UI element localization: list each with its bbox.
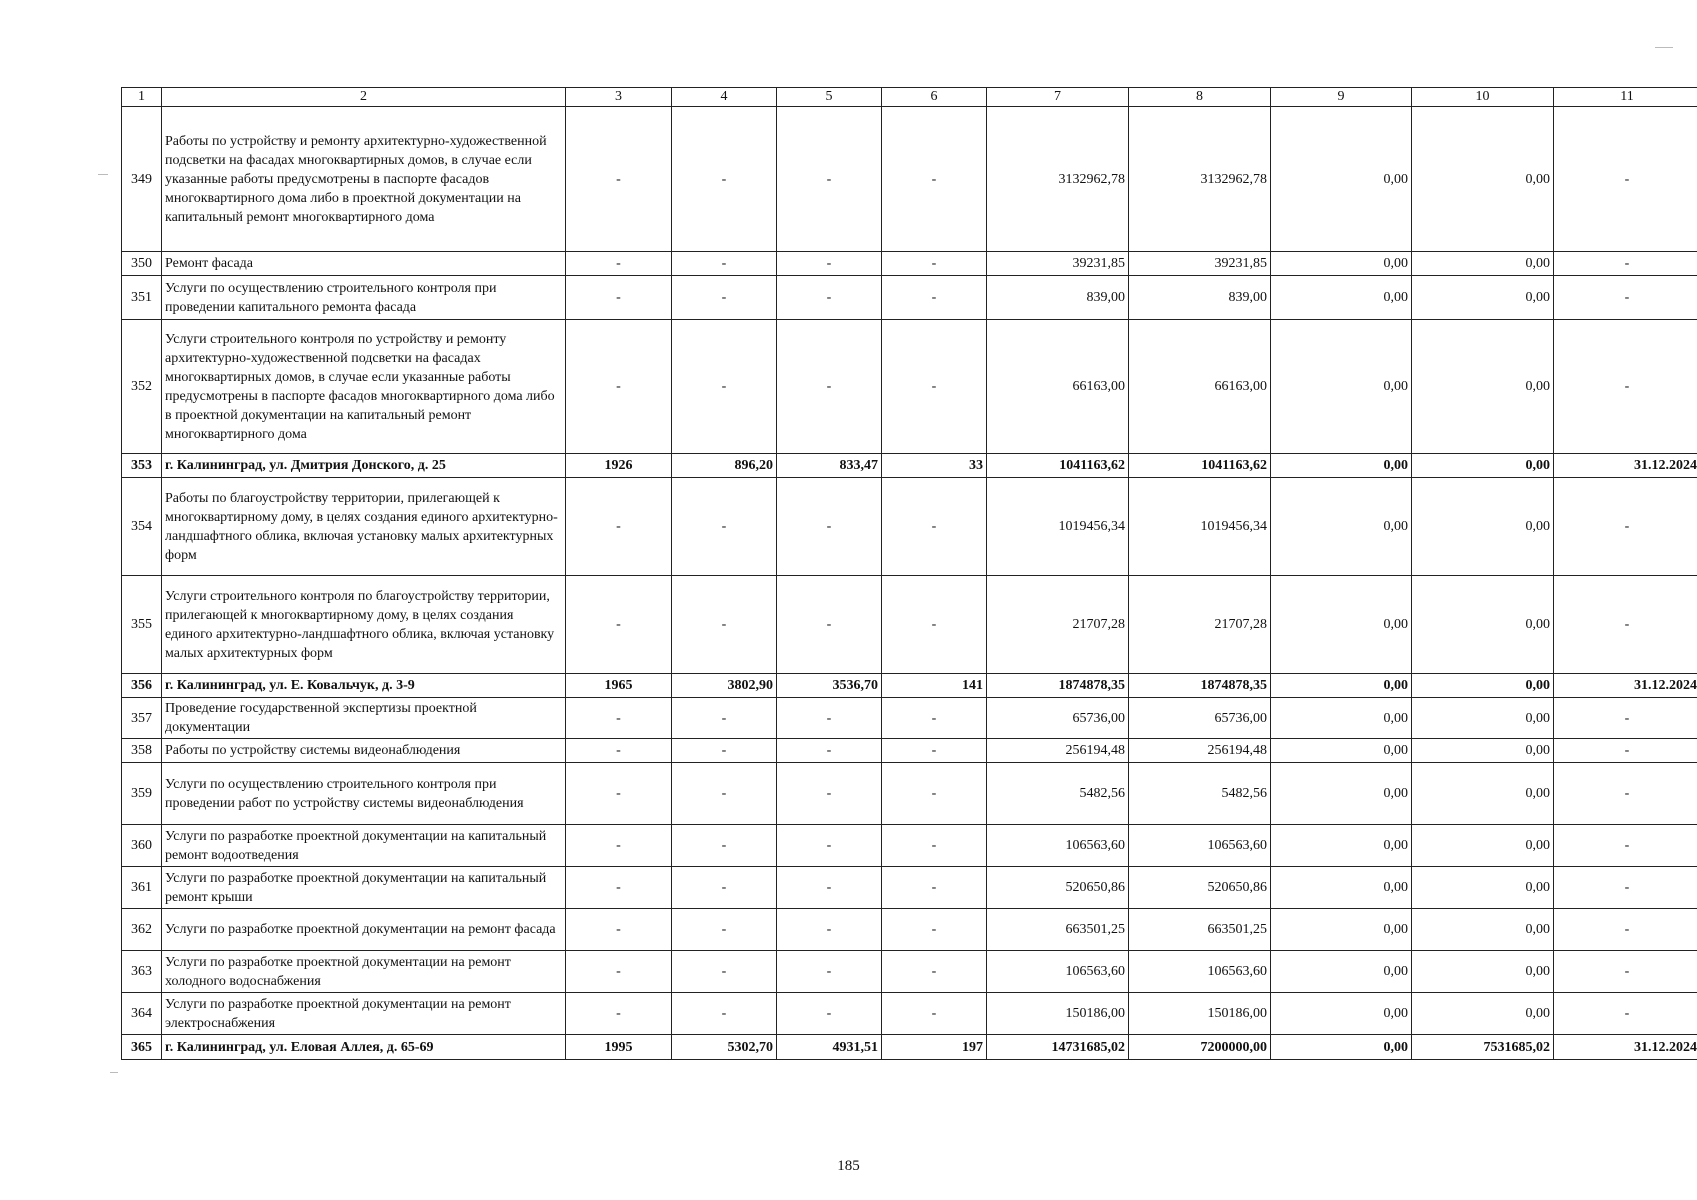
area-total-cell: - bbox=[672, 909, 777, 951]
cost-budget-cell: 0,00 bbox=[1271, 674, 1412, 698]
row-number: 358 bbox=[122, 739, 162, 763]
cost-owners-cell: 0,00 bbox=[1412, 454, 1554, 478]
cost-owners-cell: 0,00 bbox=[1412, 276, 1554, 320]
area-living-cell: 4931,51 bbox=[777, 1035, 882, 1060]
area-living-cell: - bbox=[777, 867, 882, 909]
area-total-cell: - bbox=[672, 698, 777, 739]
cost-owners-cell: 0,00 bbox=[1412, 252, 1554, 276]
row-description: Услуги по разработке проектной документации на ремонт электроснабжения bbox=[162, 993, 566, 1035]
cost-owners-cell: 0,00 bbox=[1412, 674, 1554, 698]
header-cell: 4 bbox=[672, 88, 777, 107]
header-cell: 10 bbox=[1412, 88, 1554, 107]
deadline-cell: - bbox=[1554, 763, 1697, 825]
cost-total-cell: 106563,60 bbox=[987, 825, 1129, 867]
residents-cell: 141 bbox=[882, 674, 987, 698]
area-living-cell: - bbox=[777, 107, 882, 252]
table-row bbox=[122, 252, 1697, 276]
area-living-cell: - bbox=[777, 763, 882, 825]
cost-budget-cell: 0,00 bbox=[1271, 276, 1412, 320]
cost-total-cell: 150186,00 bbox=[987, 993, 1129, 1035]
year-cell: - bbox=[566, 993, 672, 1035]
deadline-cell: - bbox=[1554, 478, 1697, 576]
row-description: Проведение государственной экспертизы проектной документации bbox=[162, 698, 566, 739]
cost-budget-cell: 0,00 bbox=[1271, 252, 1412, 276]
header-cell: 2 bbox=[162, 88, 566, 107]
header-cell: 1 bbox=[122, 88, 162, 107]
cost-fund-cell: 66163,00 bbox=[1129, 320, 1271, 454]
row-description: Услуги строительного контроля по благоустройству территории, прилегающей к многоквартирному дому, в целях создания единого архитектурно-ландшафтного облика, включая установку малых архитектурных форм bbox=[162, 576, 566, 674]
table-row bbox=[122, 825, 1697, 867]
deadline-cell: - bbox=[1554, 739, 1697, 763]
table-row bbox=[122, 951, 1697, 993]
year-cell: - bbox=[566, 252, 672, 276]
cost-total-cell: 1041163,62 bbox=[987, 454, 1129, 478]
cost-budget-cell: 0,00 bbox=[1271, 320, 1412, 454]
scan-mark-top-right bbox=[1655, 47, 1673, 48]
cost-owners-cell: 0,00 bbox=[1412, 825, 1554, 867]
area-total-cell: - bbox=[672, 107, 777, 252]
cost-fund-cell: 256194,48 bbox=[1129, 739, 1271, 763]
row-description: г. Калининград, ул. Еловая Аллея, д. 65-69 bbox=[162, 1035, 566, 1060]
cost-fund-cell: 1019456,34 bbox=[1129, 478, 1271, 576]
year-cell: - bbox=[566, 478, 672, 576]
header-cell: 6 bbox=[882, 88, 987, 107]
row-number: 349 bbox=[122, 107, 162, 252]
deadline-cell: - bbox=[1554, 951, 1697, 993]
cost-budget-cell: 0,00 bbox=[1271, 867, 1412, 909]
cost-fund-cell: 106563,60 bbox=[1129, 825, 1271, 867]
year-cell: - bbox=[566, 825, 672, 867]
residents-cell: - bbox=[882, 739, 987, 763]
year-cell: - bbox=[566, 763, 672, 825]
year-cell: 1965 bbox=[566, 674, 672, 698]
table-row bbox=[122, 739, 1697, 763]
deadline-cell: - bbox=[1554, 252, 1697, 276]
deadline-cell: - bbox=[1554, 107, 1697, 252]
row-description: Услуги по разработке проектной документации на ремонт фасада bbox=[162, 909, 566, 951]
area-living-cell: 833,47 bbox=[777, 454, 882, 478]
row-number: 365 bbox=[122, 1035, 162, 1060]
residents-cell: - bbox=[882, 867, 987, 909]
row-description: Ремонт фасада bbox=[162, 252, 566, 276]
cost-budget-cell: 0,00 bbox=[1271, 698, 1412, 739]
row-description: Работы по устройству системы видеонаблюдения bbox=[162, 739, 566, 763]
cost-total-cell: 256194,48 bbox=[987, 739, 1129, 763]
area-living-cell: - bbox=[777, 478, 882, 576]
table-row bbox=[122, 909, 1697, 951]
row-number: 363 bbox=[122, 951, 162, 993]
row-description: Услуги по разработке проектной документации на ремонт холодного водоснабжения bbox=[162, 951, 566, 993]
deadline-cell: 31.12.2024 bbox=[1554, 674, 1697, 698]
row-description: Услуги по осуществлению строительного контроля при проведении работ по устройству системы видеонаблюдения bbox=[162, 763, 566, 825]
cost-owners-cell: 0,00 bbox=[1412, 867, 1554, 909]
header-row bbox=[122, 88, 1697, 107]
cost-owners-cell: 0,00 bbox=[1412, 909, 1554, 951]
year-cell: - bbox=[566, 867, 672, 909]
row-number: 354 bbox=[122, 478, 162, 576]
table-body bbox=[122, 107, 1697, 1060]
row-number: 352 bbox=[122, 320, 162, 454]
deadline-cell: - bbox=[1554, 867, 1697, 909]
cost-owners-cell: 0,00 bbox=[1412, 320, 1554, 454]
cost-fund-cell: 21707,28 bbox=[1129, 576, 1271, 674]
area-living-cell: 3536,70 bbox=[777, 674, 882, 698]
cost-fund-cell: 5482,56 bbox=[1129, 763, 1271, 825]
scan-mark-left bbox=[98, 174, 108, 175]
area-total-cell: 3802,90 bbox=[672, 674, 777, 698]
year-cell: - bbox=[566, 320, 672, 454]
cost-owners-cell: 0,00 bbox=[1412, 698, 1554, 739]
header-cell: 7 bbox=[987, 88, 1129, 107]
cost-fund-cell: 1874878,35 bbox=[1129, 674, 1271, 698]
residents-cell: - bbox=[882, 993, 987, 1035]
area-total-cell: - bbox=[672, 276, 777, 320]
cost-total-cell: 663501,25 bbox=[987, 909, 1129, 951]
residents-cell: - bbox=[882, 252, 987, 276]
residents-cell: - bbox=[882, 698, 987, 739]
deadline-cell: - bbox=[1554, 698, 1697, 739]
row-description: Услуги по разработке проектной документации на капитальный ремонт водоотведения bbox=[162, 825, 566, 867]
area-living-cell: - bbox=[777, 320, 882, 454]
area-living-cell: - bbox=[777, 698, 882, 739]
scan-mark-left-2 bbox=[110, 1072, 118, 1073]
row-number: 350 bbox=[122, 252, 162, 276]
year-cell: - bbox=[566, 698, 672, 739]
budget-table bbox=[121, 87, 1697, 1060]
row-number: 359 bbox=[122, 763, 162, 825]
deadline-cell: - bbox=[1554, 993, 1697, 1035]
residents-cell: - bbox=[882, 909, 987, 951]
cost-budget-cell: 0,00 bbox=[1271, 993, 1412, 1035]
residents-cell: - bbox=[882, 107, 987, 252]
cost-owners-cell: 0,00 bbox=[1412, 576, 1554, 674]
cost-fund-cell: 65736,00 bbox=[1129, 698, 1271, 739]
row-description: г. Калининград, ул. Е. Ковальчук, д. 3-9 bbox=[162, 674, 566, 698]
year-cell: - bbox=[566, 276, 672, 320]
cost-fund-cell: 39231,85 bbox=[1129, 252, 1271, 276]
area-total-cell: 896,20 bbox=[672, 454, 777, 478]
cost-budget-cell: 0,00 bbox=[1271, 951, 1412, 993]
header-cell: 5 bbox=[777, 88, 882, 107]
cost-total-cell: 66163,00 bbox=[987, 320, 1129, 454]
table-row bbox=[122, 276, 1697, 320]
row-number: 356 bbox=[122, 674, 162, 698]
area-total-cell: - bbox=[672, 739, 777, 763]
cost-owners-cell: 7531685,02 bbox=[1412, 1035, 1554, 1060]
cost-budget-cell: 0,00 bbox=[1271, 576, 1412, 674]
cost-budget-cell: 0,00 bbox=[1271, 739, 1412, 763]
row-description: Услуги по осуществлению строительного контроля при проведении капитального ремонта фасада bbox=[162, 276, 566, 320]
area-total-cell: - bbox=[672, 320, 777, 454]
residents-cell: - bbox=[882, 825, 987, 867]
area-total-cell: - bbox=[672, 993, 777, 1035]
table-row bbox=[122, 867, 1697, 909]
deadline-cell: - bbox=[1554, 909, 1697, 951]
table-row bbox=[122, 107, 1697, 252]
year-cell: - bbox=[566, 739, 672, 763]
row-number: 360 bbox=[122, 825, 162, 867]
row-number: 364 bbox=[122, 993, 162, 1035]
residents-cell: - bbox=[882, 276, 987, 320]
table-row bbox=[122, 763, 1697, 825]
cost-total-cell: 106563,60 bbox=[987, 951, 1129, 993]
row-description: Услуги по разработке проектной документации на капитальный ремонт крыши bbox=[162, 867, 566, 909]
area-total-cell: - bbox=[672, 951, 777, 993]
area-total-cell: - bbox=[672, 763, 777, 825]
cost-total-cell: 65736,00 bbox=[987, 698, 1129, 739]
cost-budget-cell: 0,00 bbox=[1271, 107, 1412, 252]
cost-total-cell: 1874878,35 bbox=[987, 674, 1129, 698]
cost-total-cell: 14731685,02 bbox=[987, 1035, 1129, 1060]
area-total-cell: - bbox=[672, 478, 777, 576]
cost-total-cell: 21707,28 bbox=[987, 576, 1129, 674]
cost-owners-cell: 0,00 bbox=[1412, 763, 1554, 825]
year-cell: - bbox=[566, 107, 672, 252]
row-description: г. Калининград, ул. Дмитрия Донского, д. 25 bbox=[162, 454, 566, 478]
cost-fund-cell: 7200000,00 bbox=[1129, 1035, 1271, 1060]
table-row bbox=[122, 320, 1697, 454]
table-row bbox=[122, 993, 1697, 1035]
deadline-cell: - bbox=[1554, 576, 1697, 674]
row-number: 351 bbox=[122, 276, 162, 320]
year-cell: - bbox=[566, 576, 672, 674]
row-number: 357 bbox=[122, 698, 162, 739]
deadline-cell: 31.12.2024 bbox=[1554, 454, 1697, 478]
row-description: Работы по благоустройству территории, прилегающей к многоквартирному дому, в целях создания единого архитектурно-ландшафтного облика, включая установку малых архитектурных форм bbox=[162, 478, 566, 576]
cost-budget-cell: 0,00 bbox=[1271, 763, 1412, 825]
deadline-cell: - bbox=[1554, 320, 1697, 454]
cost-total-cell: 39231,85 bbox=[987, 252, 1129, 276]
area-living-cell: - bbox=[777, 951, 882, 993]
cost-fund-cell: 150186,00 bbox=[1129, 993, 1271, 1035]
cost-fund-cell: 1041163,62 bbox=[1129, 454, 1271, 478]
cost-owners-cell: 0,00 bbox=[1412, 107, 1554, 252]
cost-total-cell: 5482,56 bbox=[987, 763, 1129, 825]
cost-owners-cell: 0,00 bbox=[1412, 993, 1554, 1035]
area-total-cell: - bbox=[672, 252, 777, 276]
deadline-cell: - bbox=[1554, 276, 1697, 320]
cost-total-cell: 1019456,34 bbox=[987, 478, 1129, 576]
cost-owners-cell: 0,00 bbox=[1412, 951, 1554, 993]
row-description: Услуги строительного контроля по устройству и ремонту архитектурно-художественной подсветки на фасадах многоквартирных домов, в случае если указанные работы предусмотрены в паспорте фасадов многоквартирного дома либо в проектной документации на капитальный ремонт многоквартирного дома bbox=[162, 320, 566, 454]
row-number: 362 bbox=[122, 909, 162, 951]
cost-fund-cell: 3132962,78 bbox=[1129, 107, 1271, 252]
deadline-cell: 31.12.2024 bbox=[1554, 1035, 1697, 1060]
cost-budget-cell: 0,00 bbox=[1271, 454, 1412, 478]
header-cell: 11 bbox=[1554, 88, 1697, 107]
header-cell: 3 bbox=[566, 88, 672, 107]
year-cell: 1995 bbox=[566, 1035, 672, 1060]
row-description: Работы по устройству и ремонту архитектурно-художественной подсветки на фасадах многоквартирных домов, в случае если указанные работы предусмотрены в паспорте фасадов многоквартирного дома либо в проектной документации на капитальный ремонт многоквартирного дома bbox=[162, 107, 566, 252]
cost-total-cell: 3132962,78 bbox=[987, 107, 1129, 252]
area-total-cell: - bbox=[672, 576, 777, 674]
cost-fund-cell: 663501,25 bbox=[1129, 909, 1271, 951]
area-living-cell: - bbox=[777, 576, 882, 674]
header-cell: 9 bbox=[1271, 88, 1412, 107]
residents-cell: - bbox=[882, 320, 987, 454]
area-living-cell: - bbox=[777, 909, 882, 951]
cost-fund-cell: 520650,86 bbox=[1129, 867, 1271, 909]
area-living-cell: - bbox=[777, 993, 882, 1035]
row-number: 355 bbox=[122, 576, 162, 674]
residents-cell: - bbox=[882, 478, 987, 576]
table-row bbox=[122, 1035, 1697, 1060]
header-cell: 8 bbox=[1129, 88, 1271, 107]
cost-fund-cell: 839,00 bbox=[1129, 276, 1271, 320]
deadline-cell: - bbox=[1554, 825, 1697, 867]
cost-total-cell: 520650,86 bbox=[987, 867, 1129, 909]
residents-cell: - bbox=[882, 951, 987, 993]
area-living-cell: - bbox=[777, 825, 882, 867]
area-living-cell: - bbox=[777, 276, 882, 320]
cost-total-cell: 839,00 bbox=[987, 276, 1129, 320]
page-number: 185 bbox=[837, 1158, 860, 1174]
area-living-cell: - bbox=[777, 252, 882, 276]
table-row bbox=[122, 478, 1697, 576]
cost-owners-cell: 0,00 bbox=[1412, 739, 1554, 763]
row-number: 361 bbox=[122, 867, 162, 909]
area-total-cell: - bbox=[672, 867, 777, 909]
cost-owners-cell: 0,00 bbox=[1412, 478, 1554, 576]
table-row bbox=[122, 674, 1697, 698]
cost-budget-cell: 0,00 bbox=[1271, 1035, 1412, 1060]
residents-cell: - bbox=[882, 576, 987, 674]
cost-budget-cell: 0,00 bbox=[1271, 478, 1412, 576]
area-living-cell: - bbox=[777, 739, 882, 763]
cost-fund-cell: 106563,60 bbox=[1129, 951, 1271, 993]
year-cell: 1926 bbox=[566, 454, 672, 478]
residents-cell: - bbox=[882, 763, 987, 825]
area-total-cell: - bbox=[672, 825, 777, 867]
cost-budget-cell: 0,00 bbox=[1271, 825, 1412, 867]
area-total-cell: 5302,70 bbox=[672, 1035, 777, 1060]
residents-cell: 33 bbox=[882, 454, 987, 478]
cost-budget-cell: 0,00 bbox=[1271, 909, 1412, 951]
year-cell: - bbox=[566, 951, 672, 993]
table-row bbox=[122, 576, 1697, 674]
table-row bbox=[122, 698, 1697, 739]
table-row bbox=[122, 454, 1697, 478]
residents-cell: 197 bbox=[882, 1035, 987, 1060]
row-number: 353 bbox=[122, 454, 162, 478]
year-cell: - bbox=[566, 909, 672, 951]
